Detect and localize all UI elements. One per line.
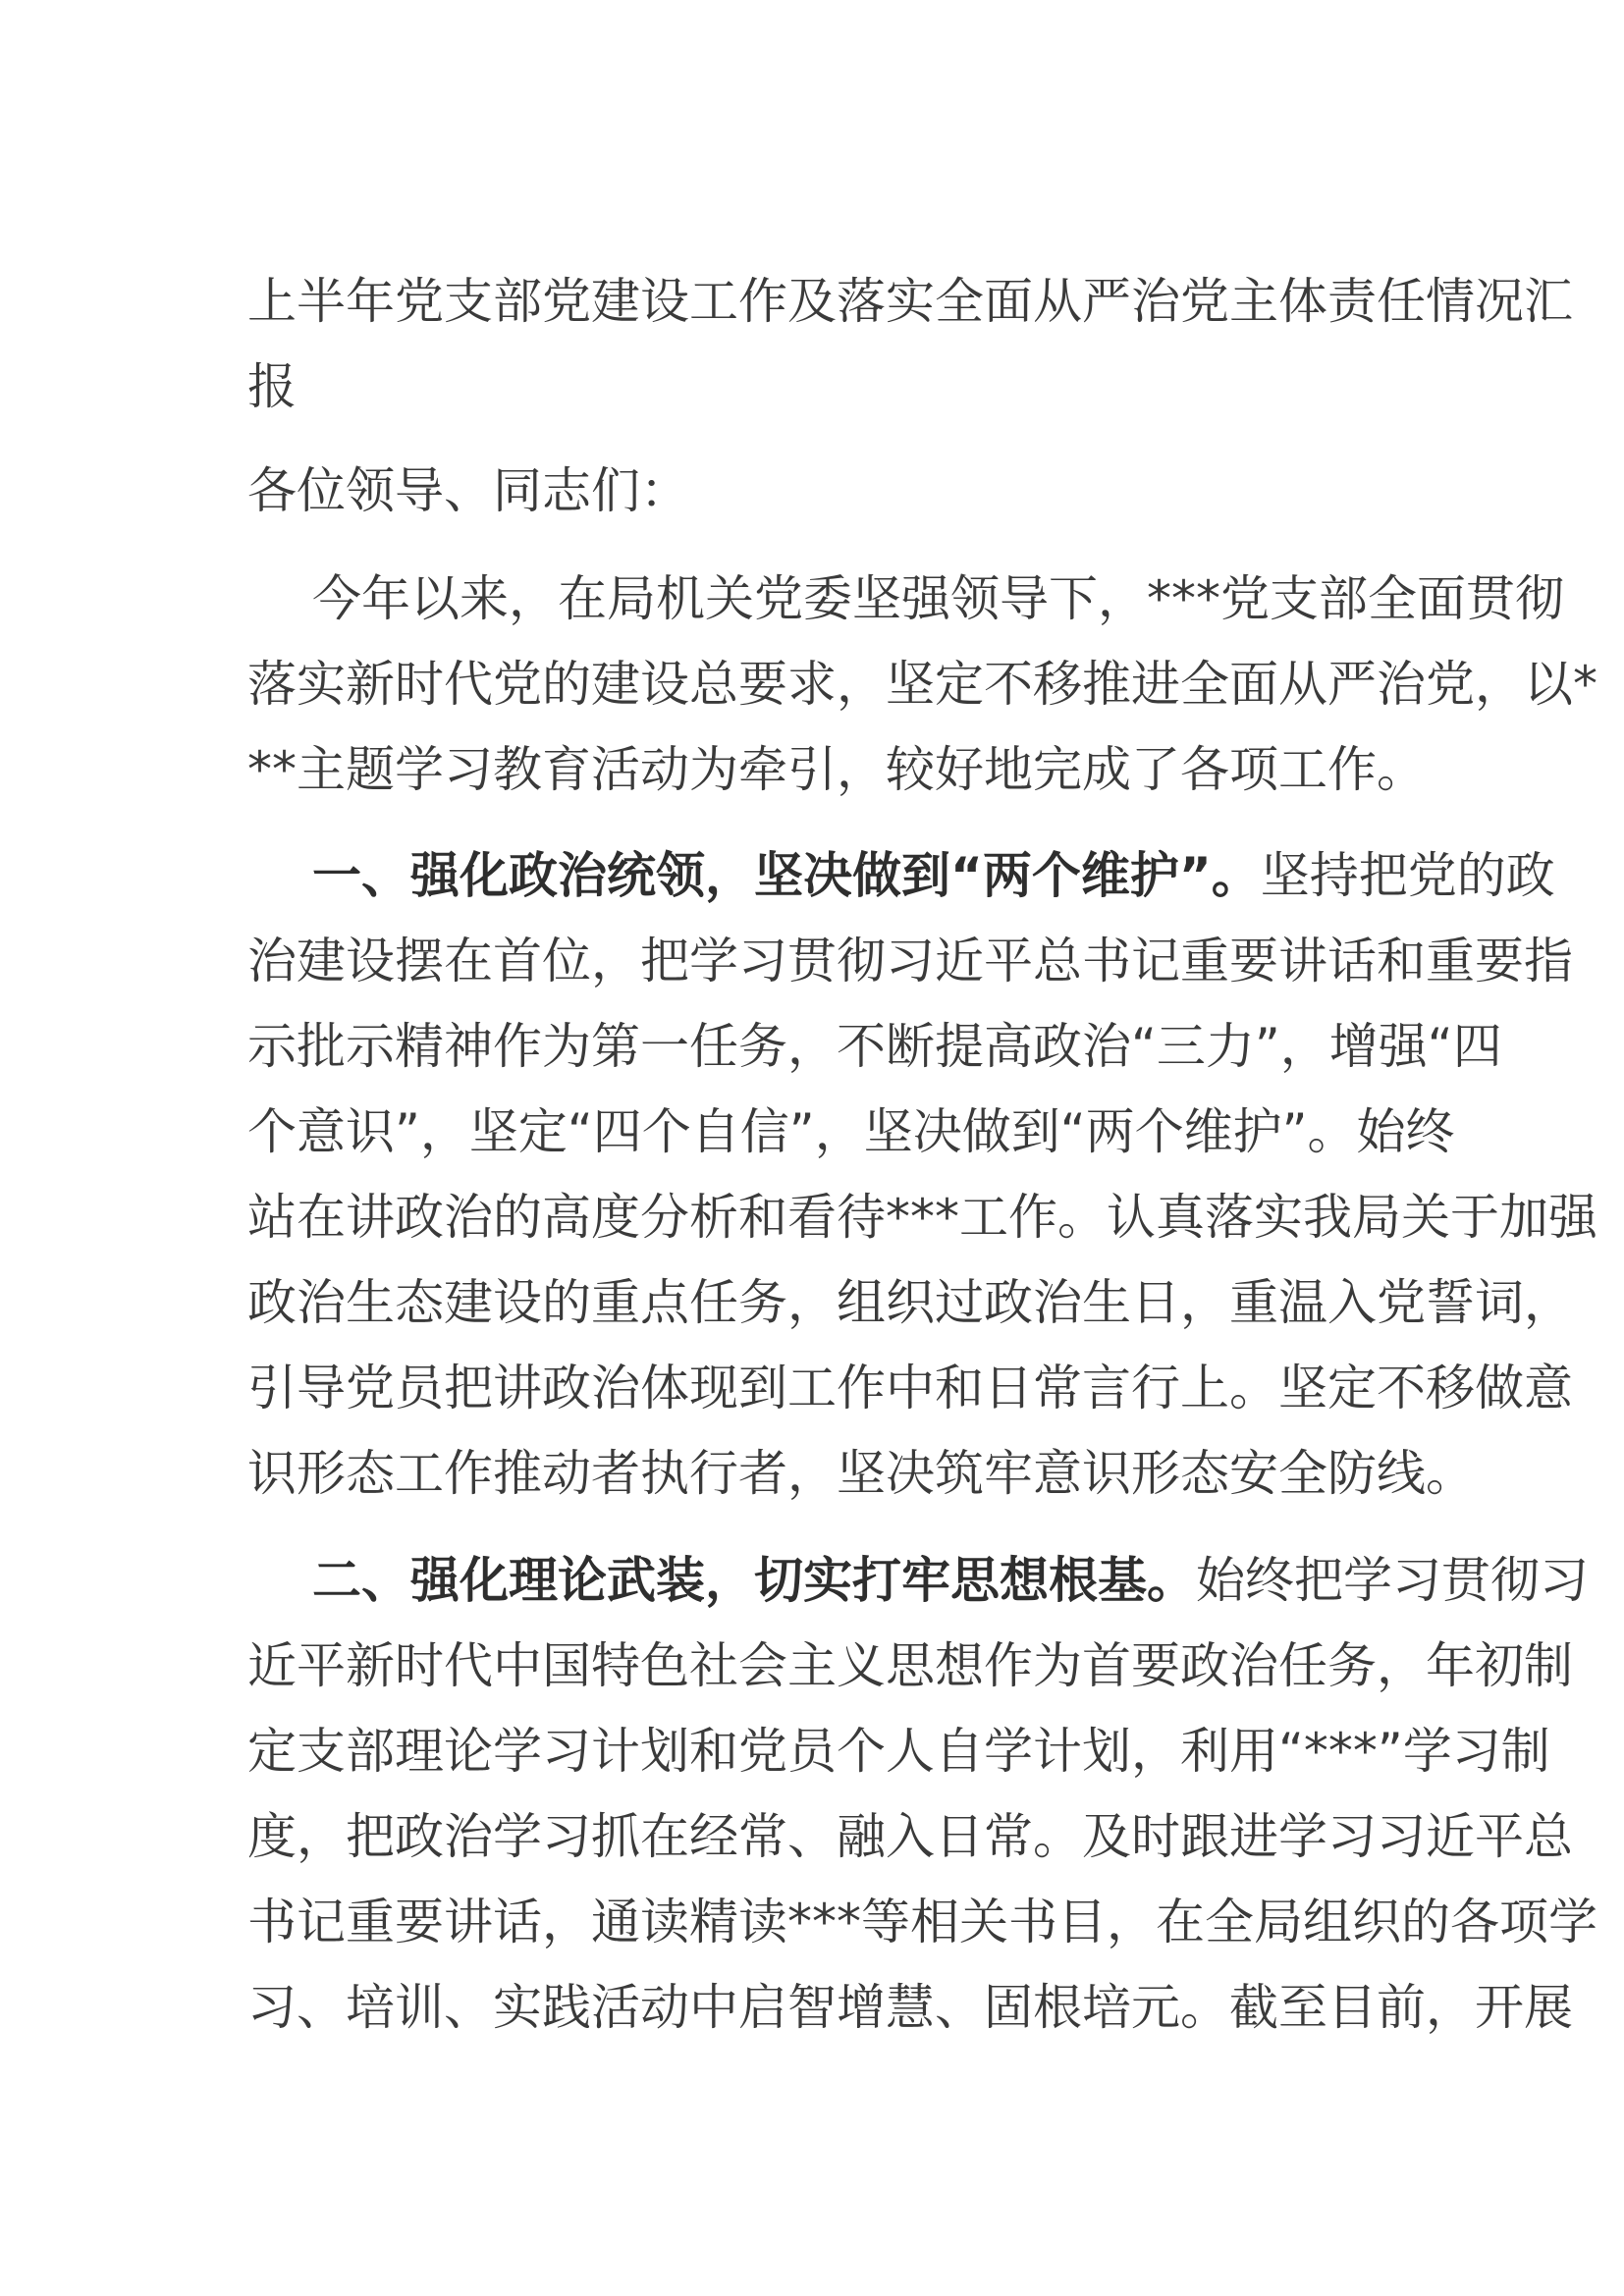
paragraph-line: 度，把政治学习抓在经常、融入日常。及时跟进学习习近平总 [247,1808,1573,1865]
section-2-paragraph [247,1538,1597,2051]
paragraph-line: 个意识”，坚定“四个自信”，坚决做到“两个维护”。始终 [247,1103,1455,1160]
greeting-text: 各位领导、同志们： [247,462,689,519]
paragraph-line [247,1538,1589,1624]
paragraph-line: 政治生态建设的重点任务，组织过政治生日，重温入党誓词， [247,1274,1573,1331]
paragraph-line: 落实新时代党的建设总要求，坚定不移推进全面从严治党，以* [247,656,1597,713]
paragraph-line: 引导党员把讲政治体现到工作中和日常言行上。坚定不移做意 [247,1360,1573,1416]
paragraph-line: 示批示精神作为第一任务，不断提高政治“三力”，增强“四 [247,1018,1502,1075]
section-heading: 一、强化政治统领，坚决做到“两个维护”。 [312,847,1261,904]
title-line: 上半年党支部党建设工作及落实全面从严治党主体责任情况汇 [247,273,1573,330]
paragraph-line: 站在讲政治的高度分析和看待***工作。认真落实我局关于加强 [247,1189,1597,1246]
paragraph-line: 今年以来，在局机关党委坚强领导下，***党支部全面贯彻 [312,570,1564,627]
intro-paragraph [247,557,1597,813]
paragraph-line: **主题学习教育活动为牵引，较好地完成了各项工作。 [247,741,1426,798]
paragraph-line [247,833,1555,919]
paragraph-text: 坚持把党的政 [1260,847,1555,904]
paragraph-line: 习、培训、实践活动中启智增慧、固根培元。截至目前，开展 [247,1979,1573,2036]
paragraph-line: 识形态工作推动者执行者，坚决筑牢意识形态安全防线。 [247,1445,1475,1502]
paragraph-text: 始终把学习贯彻习 [1196,1552,1589,1609]
paragraph-line: 治建设摆在首位，把学习贯彻习近平总书记重要讲话和重要指 [247,933,1573,989]
paragraph-line: 定支部理论学习计划和党员个人自学计划，利用“***”学习制 [247,1723,1550,1780]
paragraph-line: 书记重要讲话，通读精读***等相关书目，在全局组织的各项学 [247,1894,1597,1950]
section-heading: 二、强化理论武装，切实打牢思想根基。 [312,1552,1196,1609]
section-1-paragraph [247,833,1597,1517]
greeting [247,449,1384,534]
paragraph-line: 近平新时代中国特色社会主义思想作为首要政治任务，年初制 [247,1637,1573,1694]
title-line: 报 [247,358,297,415]
document-title [247,259,1573,430]
